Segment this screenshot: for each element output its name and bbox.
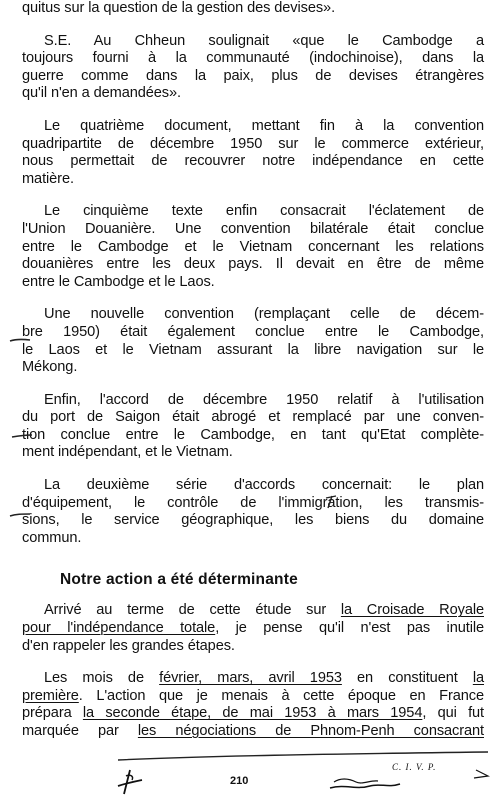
text-line: sions, le service géographique, les biens du domaine	[22, 512, 484, 529]
text-line: Enfin, l'accord de décembre 1950 relatif à l'utilisation	[44, 391, 484, 408]
text-line: tion conclue entre le Cambodge, en tant qu'Etat complète-	[22, 426, 484, 443]
text-line: Le cinquième texte enfin consacrait l'éclatement de	[44, 203, 484, 220]
underlined-text: février, mars, avril 1953	[159, 670, 342, 687]
text-line: toujours fourni à la communauté (indochinoise), dans la	[22, 50, 484, 67]
underlined-text: pour l'indépendance totale	[22, 620, 216, 637]
underlined-text: les négociations de Phnom-Penh consacrant	[137, 723, 484, 739]
text-line: guerre comme dans la paix, plus de devises étrangères	[22, 67, 484, 84]
text-line: du port de Saigon était abrogé et remplacé par une conven-	[22, 409, 484, 426]
page-number: 210	[230, 775, 249, 787]
text-line: matière.	[22, 170, 74, 187]
text-line: entre le Cambodge et le Vietnam concernant les relations	[22, 238, 484, 255]
underlined-text: première	[22, 687, 79, 704]
text-line: Mékong.	[22, 359, 78, 376]
text-line: S.E. Au Chheun soulignait «que le Cambodge a	[44, 32, 484, 49]
text-line: ment indépendant, et le Vietnam.	[22, 444, 233, 461]
text-run: en constituent	[341, 670, 473, 687]
section-heading: Notre action a été déterminante	[60, 571, 298, 589]
text-line: d'équipement, le contrôle de l'immigration, les transmis-	[22, 494, 484, 511]
text-line: l'Union Douanière. Une convention bilatérale était conclue	[22, 220, 484, 237]
text-line: douanières entre les deux pays. Il devait en être de même	[22, 256, 484, 273]
signature-text: C. I. V. P.	[392, 762, 437, 772]
underlined-text: la seconde étape, de mai 1953 à mars 1954	[82, 705, 423, 722]
signature-mark	[326, 764, 494, 794]
text-line: commun.	[22, 529, 82, 546]
text-line: entre le Cambodge et le Laos.	[22, 273, 215, 290]
text-run: Arrivé au terme de cette étude sur	[44, 602, 341, 619]
handwritten-initial-mark	[112, 766, 146, 796]
text-line: Une nouvelle convention (remplaçant celle de décem-	[44, 306, 484, 323]
text-line: La deuxième série d'accords concernait: le plan	[44, 477, 484, 494]
text-run: prépara	[22, 705, 83, 722]
text-line: d'en rappeler les grandes étapes.	[22, 637, 235, 654]
text-run: marquée par	[22, 723, 138, 739]
text-run: Les mois de	[44, 670, 160, 687]
text-line: Le quatrième document, mettant fin à la convention	[44, 117, 484, 134]
text-run: , je pense qu'il n'est pas inutile	[215, 620, 484, 637]
text-run: , qui fut	[422, 705, 484, 722]
text-line: nous permettait de recouvrer notre indépendance en cette	[22, 153, 484, 170]
underlined-text: la	[472, 670, 484, 687]
text-run: . L'action que je menais à cette époque en France	[78, 687, 484, 704]
text-line: qu'il n'en a demandées».	[22, 85, 181, 102]
text-line: quitus sur la question de la gestion des devises».	[22, 0, 336, 16]
underlined-text: la Croisade Royale	[340, 602, 484, 619]
text-line: bre 1950) était également conclue entre le Cambodge,	[22, 323, 484, 340]
text-line: quadripartite de décembre 1950 sur le commerce extérieur,	[22, 135, 484, 152]
text-line: le Laos et le Vietnam assurant la libre navigation sur le	[22, 341, 484, 358]
